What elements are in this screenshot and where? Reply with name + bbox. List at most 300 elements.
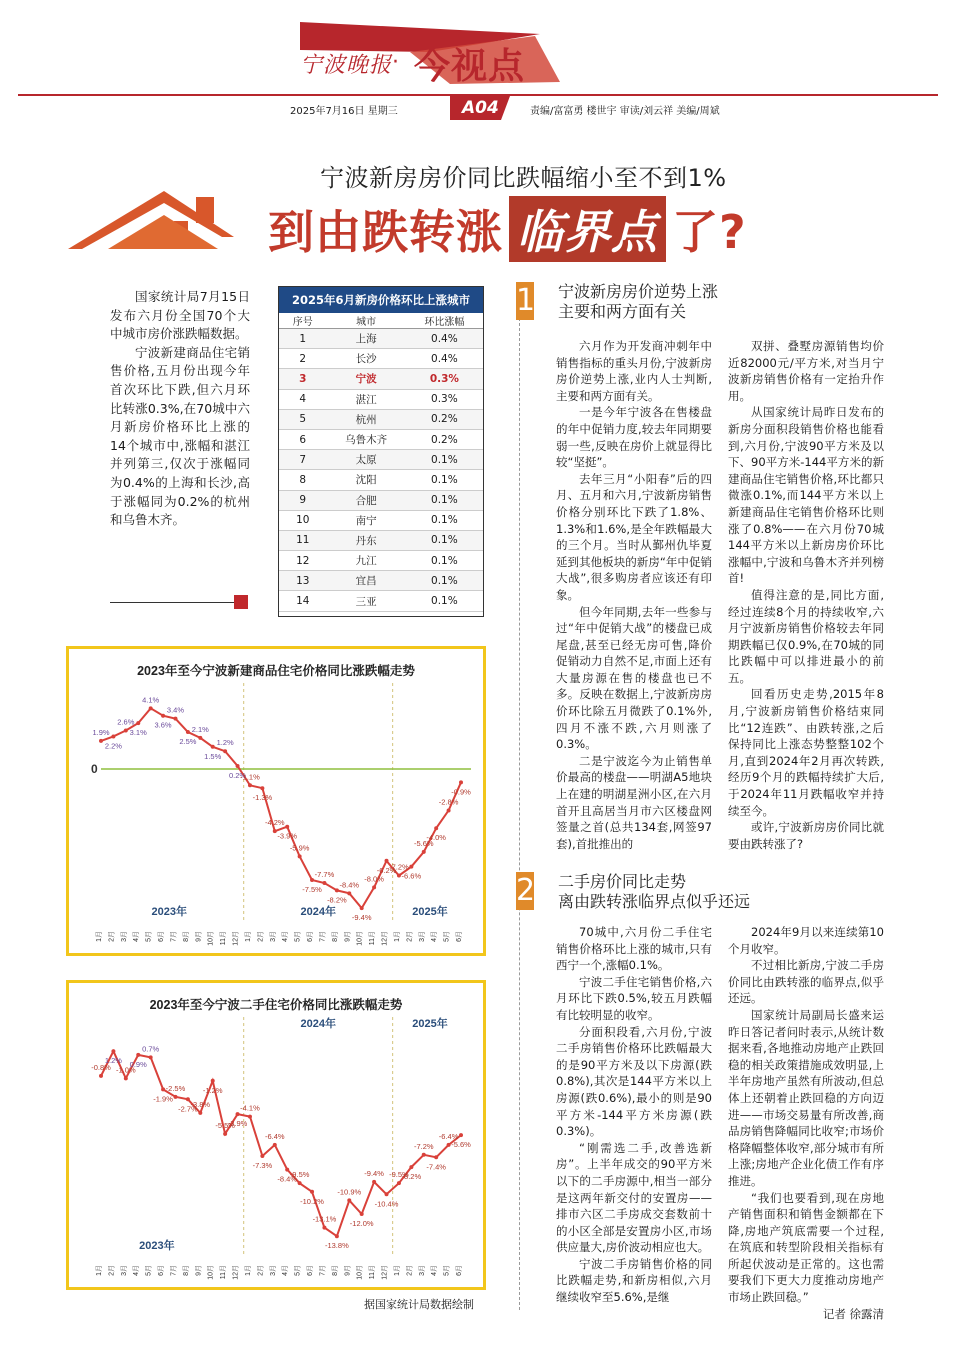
data-point [248, 1115, 252, 1119]
data-label: -5.5% [215, 1120, 235, 1130]
x-tick-label: 4月 [282, 931, 290, 942]
x-tick-label: 3月 [418, 931, 426, 942]
data-point [310, 878, 314, 882]
x-tick-label: 5月 [443, 931, 451, 942]
table-cell: 6 [299, 433, 307, 446]
x-tick-label: 2月 [257, 931, 265, 942]
data-point [397, 874, 401, 878]
table-cell: 0.4% [431, 332, 458, 345]
data-label: -1.1% [240, 772, 260, 782]
x-tick-label: 12月 [381, 931, 389, 946]
data-point [447, 808, 451, 812]
table-cell: 10 [296, 514, 310, 527]
x-tick-label: 3月 [120, 931, 128, 942]
data-label: -1.0% [116, 1065, 136, 1075]
data-label: -7.7% [314, 869, 335, 879]
data-label: -4.1% [240, 1103, 260, 1113]
headline-after: 了? [672, 205, 747, 259]
intro-paragraph: 国家统计局7月15日发布六月份全国70个大中城市房价涨跌幅数据。 [110, 289, 250, 342]
table-cell: 0.1% [431, 574, 458, 587]
x-tick-label: 6月 [307, 931, 315, 942]
data-point [161, 714, 165, 718]
paragraph: 或许,宁波新房房价同比就要由跌转涨了? [728, 820, 884, 851]
table-row [279, 531, 483, 551]
x-tick-label: 1月 [393, 1265, 401, 1276]
data-label: -0.9% [451, 787, 471, 797]
data-label: -2.8% [438, 797, 459, 807]
table-row [279, 329, 483, 349]
table-cell: 三亚 [355, 595, 377, 608]
data-point [360, 1212, 364, 1216]
table-cell: 九江 [355, 555, 377, 568]
table-cell: 0.2% [431, 413, 458, 426]
data-label: 3.6% [154, 720, 172, 730]
chart-second-hand-svg [69, 983, 483, 1287]
x-tick-label: 7月 [319, 1265, 327, 1276]
data-label: 1.2% [216, 738, 234, 748]
data-point [136, 721, 140, 725]
x-tick-label: 2月 [108, 1265, 116, 1276]
paragraph: 双拼、叠墅房源销售均价近82000元/平方米,对当月宁波新房销售价格有一定抬升作用。 [728, 339, 884, 403]
table-cell: 11 [296, 534, 310, 547]
x-tick-label: 5月 [145, 1265, 153, 1276]
data-point [385, 859, 389, 863]
x-tick-label: 5月 [145, 931, 153, 942]
intro-text [110, 288, 250, 530]
data-point [124, 729, 128, 733]
data-label: -0.8% [91, 1062, 111, 1072]
data-point [136, 1053, 140, 1057]
section-2-title [558, 872, 750, 912]
table-cell: 杭州 [355, 413, 377, 426]
x-tick-label: 5月 [294, 1265, 302, 1276]
x-tick-label: 4月 [431, 931, 439, 942]
data-point [99, 1074, 103, 1078]
data-point [360, 906, 364, 910]
table-cell: 上海 [355, 333, 377, 346]
table-cell: 5 [299, 413, 307, 426]
year-label: 2025年 [412, 906, 448, 918]
x-tick-label: 3月 [269, 1265, 277, 1276]
data-point [285, 825, 289, 829]
year-label: 2023年 [139, 1240, 175, 1252]
byline: 记者 徐露清 [822, 1306, 884, 1321]
data-point [434, 826, 438, 830]
data-point [397, 1181, 401, 1185]
paragraph: “刚需选二手,改善选新房”。上半年成交的90平方米以下的二手房源中,相当一部分是这两年新交付的安置房——排市六区二手房成交套数前十的小区全部是安置房小区,市场供应量大,房价波动相应也大。 [556, 1140, 712, 1255]
data-label: -8.2% [327, 895, 347, 905]
table-row [279, 491, 483, 511]
data-point [211, 745, 215, 749]
data-point [298, 1181, 302, 1185]
paragraph: 但今年同期,去年一些参与过“年中促销大战”的楼盘已成尾盘,甚至已经无房可售,降价促销动力自然不足,市面上还有大量房源在售的楼盘也已不多。反映在数据上,宁波新房房价环比除五月微跌了0.1%外,四月不涨不跌,六月则涨了0.3%。 [556, 604, 712, 752]
data-point [248, 783, 252, 787]
table-cell: 长沙 [355, 353, 377, 366]
section-1-title-line: 主要和两方面有关 [558, 302, 687, 321]
data-label: -7.3% [252, 1161, 273, 1171]
table-row [279, 571, 483, 591]
year-label: 2023年 [151, 906, 188, 918]
data-point [447, 1143, 451, 1147]
data-label: -10.2% [300, 1196, 324, 1206]
chart-new-house [66, 646, 486, 956]
x-tick-label: 10月 [356, 931, 364, 946]
x-tick-label: 6月 [456, 1265, 463, 1276]
data-label: -12.0% [349, 1219, 374, 1228]
data-label: 1.5% [204, 751, 222, 761]
data-label: -8.4% [339, 880, 360, 890]
paragraph: 去年三月“小阳春”后的四月、五月和六月,宁波新房销售价格分别环比下跌了1.8%、1.3%和1.6%,是全年跌幅最大的三个月。当时从鄞州仇毕夏延到其他板块的新房“年中促销大战”,很多购房者应该还有印象。 [556, 471, 712, 602]
table-cell: 沈阳 [355, 474, 377, 487]
table-cell: 12 [296, 554, 310, 567]
subtitle: 宁波新房房价同比跌幅缩小至不到1% [320, 164, 727, 192]
data-label: -4.2% [264, 818, 285, 828]
x-tick-label: 10月 [356, 1265, 364, 1280]
data-point [161, 1087, 165, 1091]
data-label: -7.2% [389, 862, 409, 872]
table-cell: 0.1% [431, 494, 458, 507]
year-label: 2025年 [412, 1018, 448, 1030]
x-tick-label: 1月 [244, 931, 252, 942]
data-label: -6.6% [401, 871, 422, 881]
x-tick-label: 4月 [133, 1265, 141, 1276]
intro-divider [110, 602, 234, 603]
x-tick-label: 1月 [244, 1265, 252, 1276]
paragraph: “我们也要看到,现在房地产销售面积和销售金额都在下降,房地产筑底需要一个过程,在筑底和转型阶段相关指标有所起伏波动是正常的。这也需要我们下更大力度推动房地产市场止跌回稳。” [728, 1190, 884, 1305]
chart-title: 2023年至今宁波二手住宅价格同比涨跌幅走势 [149, 998, 403, 1012]
x-tick-label: 8月 [331, 931, 339, 942]
table-row [279, 369, 483, 389]
data-point [223, 1132, 227, 1136]
paragraph: 70城中,六月份二手住宅销售价格环比上涨的城市,只有西宁一个,涨幅0.1%。 [556, 925, 712, 973]
x-tick-label: 9月 [344, 1265, 352, 1276]
x-tick-label: 11月 [369, 931, 377, 946]
data-point [335, 1234, 339, 1238]
table-row [279, 511, 483, 531]
table-cell: 0.1% [431, 453, 458, 466]
house-roof-icon [68, 185, 258, 251]
data-label: -2.7% [178, 1104, 198, 1114]
data-label: 2.5% [179, 737, 197, 746]
data-point [409, 1165, 413, 1169]
paragraph: 宁波二手住宅销售价格,六月环比下跌0.5%,较五月跌幅有比较明显的收窄。 [556, 974, 712, 1022]
table-header-cell: 序号 [292, 317, 313, 328]
data-point [186, 730, 190, 734]
section-1-column-b [728, 338, 884, 852]
x-tick-label: 6月 [158, 1265, 166, 1276]
data-point [236, 764, 240, 768]
x-tick-label: 8月 [182, 931, 190, 942]
table-cell: 宜昌 [355, 575, 377, 588]
x-tick-label: 2月 [108, 931, 116, 942]
x-tick-label: 8月 [331, 1265, 339, 1276]
x-tick-label: 6月 [456, 931, 463, 942]
table-row [279, 470, 483, 490]
table-cell: 合肥 [355, 494, 377, 507]
data-label: -3.9% [277, 831, 298, 841]
data-point [322, 881, 326, 885]
section-1-title [558, 282, 718, 322]
table-cell: 9 [299, 494, 307, 507]
data-point [173, 717, 177, 721]
data-label: 0.7% [142, 1044, 160, 1054]
x-tick-label: 1月 [96, 931, 103, 942]
section-2-title-line: 离由跌转涨临界点似乎还远 [558, 892, 751, 911]
x-tick-label: 5月 [443, 1265, 451, 1276]
table-row [279, 390, 483, 410]
x-tick-label: 3月 [269, 931, 277, 942]
issue-date: 2025年7月16日 星期三 [290, 106, 398, 117]
table-row [279, 430, 483, 450]
data-label: -6.4% [264, 1131, 285, 1141]
section-name: 今视点 [414, 46, 526, 87]
data-point [124, 1076, 128, 1080]
data-label: -1.2% [202, 1085, 223, 1095]
x-tick-label: 3月 [418, 1265, 426, 1276]
data-label: -13.1% [312, 1214, 337, 1224]
data-point [149, 1055, 153, 1059]
x-tick-label: 2月 [257, 1265, 265, 1276]
intro-end-mark [234, 595, 248, 609]
paragraph: 回看历史走势,2015年8月,宁波新房销售价格结束同比“12连跌”、由跌转涨,之后保持同比上涨态势整整102个月,直到2024年2月再次转跌,经历9个月的跌幅持续扩大后,于2024年11月跌幅收窄并持续至今。 [728, 687, 884, 818]
data-point [99, 739, 103, 743]
data-point [409, 865, 413, 869]
table-cell: 0.4% [431, 352, 458, 365]
x-tick-label: 1月 [96, 1265, 103, 1276]
data-point [223, 749, 227, 753]
intro-paragraph: 宁波新建商品住宅销售价格,五月份出现今年首次环比下跌,但六月环比转涨0.3%,在70城中六月新房价格环比上涨的14个城市中,涨幅和湛江并列第三,仅次于涨幅同为0.4%的上海和长沙,高于涨幅同为0.2%的杭州和乌鲁木齐。 [110, 344, 250, 528]
table-row [279, 551, 483, 571]
x-tick-label: 12月 [381, 1265, 389, 1280]
paragraph: 不过相比新房,宁波二手房价同比由跌转涨的临界点,似乎还远。 [728, 958, 884, 1006]
data-label: 2.2% [104, 741, 122, 751]
x-tick-label: 6月 [307, 1265, 315, 1276]
table-header [279, 313, 483, 329]
data-label: 0.9% [129, 1059, 147, 1069]
paragraph: 国家统计局副局长盛来运昨日答记者问时表示,从统计数据来看,各地推动房地产止跌回稳的相关政策措施成效明显,上半年房地产虽然有所波动,但总体上还朝着止跌回稳的方向迈进——市场交易量有所改善,商品房销售降幅同比收窄;市场价格降幅整体收窄,部分城市有所上涨;房地产企业化债工作有序推进。 [728, 1007, 884, 1188]
data-label: 3.1% [129, 728, 147, 738]
data-label: -9.5% [289, 1170, 310, 1180]
series-line [101, 1051, 461, 1236]
table-row [279, 410, 483, 430]
x-tick-label: 12月 [232, 1265, 240, 1280]
data-point [347, 891, 351, 895]
data-point [198, 1111, 202, 1115]
table-cell: 2 [299, 352, 307, 365]
table-cell: 8 [299, 473, 307, 486]
x-tick-label: 11月 [220, 931, 228, 946]
data-point [273, 1143, 277, 1147]
data-label: -9.4% [364, 1168, 384, 1178]
data-point [385, 1192, 389, 1196]
page-number: A04 [462, 98, 499, 118]
data-point [322, 1226, 326, 1230]
x-tick-label: 4月 [282, 1265, 290, 1276]
data-label: -1.3% [252, 793, 273, 803]
data-label: -10.4% [374, 1199, 399, 1209]
x-tick-label: 11月 [369, 1265, 377, 1280]
year-label: 2024年 [300, 906, 336, 918]
data-point [372, 885, 376, 889]
x-tick-label: 9月 [195, 931, 203, 942]
data-label: -6.2% [376, 865, 397, 875]
chart-new-house-svg [69, 649, 483, 953]
data-label: -9.4% [351, 913, 372, 923]
masthead-dot: · [392, 50, 399, 75]
paper-name: 宁波晚报 [300, 53, 393, 78]
paragraph: 宁波二手房销售价格的同比跌幅走势,和新房相似,六月继续收窄至5.6%,是继 [556, 1256, 712, 1305]
x-tick-label: 2月 [406, 1265, 414, 1276]
data-point [434, 1155, 438, 1159]
table-cell: 3 [299, 372, 307, 385]
x-tick-label: 5月 [294, 931, 302, 942]
data-label: -8.0% [364, 874, 384, 884]
data-point [211, 1079, 215, 1083]
masthead-rule [18, 94, 938, 96]
section-1-title-line: 宁波新房房价逆势上涨 [558, 282, 719, 301]
table-row [279, 591, 483, 611]
data-point [111, 1049, 115, 1053]
x-tick-label: 7月 [170, 1265, 178, 1276]
source-note: 据国家统计局数据绘制 [364, 1298, 474, 1311]
table-cell: 0.1% [431, 554, 458, 567]
data-point [285, 1168, 289, 1172]
data-label: -7.4% [426, 1162, 446, 1172]
data-label: -13.8% [324, 1241, 349, 1251]
table-cell: 0.2% [431, 433, 458, 446]
data-point [422, 850, 426, 854]
data-point [173, 1095, 177, 1099]
data-label: -3.9% [227, 1119, 248, 1129]
table-cell: 4 [299, 393, 307, 406]
data-label: -3.8% [190, 1099, 211, 1109]
chart-title: 2023年至今宁波新建商品住宅价格同比涨跌幅走势 [137, 664, 415, 678]
data-label: 2.6% [117, 717, 135, 727]
table-cell: 太原 [355, 454, 377, 467]
data-label: -4.0% [426, 833, 446, 843]
x-tick-label: 1月 [393, 931, 401, 942]
paragraph: 从国家统计局昨日发布的新房分面积段销售价格也能看到,六月份,宁波90平方米及以下、90平方米-144平方米的新建商品住宅销售价格,环比都只微涨0.1%,而144平方米以上新建商品住宅销售价格环比则涨了0.8%——在六月份70城144平方米以上新房房价环比涨幅中,宁波和乌鲁木齐并列榜首! [728, 405, 884, 586]
data-label: 1.2% [104, 1056, 122, 1066]
table-cell: 14 [296, 595, 310, 608]
table-cell: 0.3% [429, 372, 459, 385]
data-label: -8.2% [401, 1172, 422, 1182]
data-point [347, 1198, 351, 1202]
year-label: 2024年 [300, 1018, 336, 1030]
paragraph: 分面积段看,六月份,宁波二手房销售价格环比跌幅最大的是90平方米及以下房源(跌0.8%),其次是144平方米以上房源(跌0.6%),最小的则是90平方米-144平方米房源(跌0.3%)。 [556, 1024, 712, 1139]
headline-before: 到由跌转涨 [268, 205, 503, 259]
x-tick-label: 4月 [431, 1265, 439, 1276]
x-tick-label: 10月 [207, 931, 215, 946]
data-label: -10.9% [337, 1187, 362, 1197]
table-body [279, 329, 483, 612]
table-cell: 0.1% [431, 473, 458, 486]
x-tick-label: 11月 [220, 1265, 228, 1280]
data-label: 0.2% [228, 771, 247, 781]
paragraph: 六月作为开发商冲刺年中销售指标的重头月份,宁波新房房价逆势上涨,业内人士判断,主要和两方面有关。 [556, 339, 712, 403]
data-label: 4.1% [142, 695, 160, 705]
table-row [279, 450, 483, 470]
data-point [149, 706, 153, 710]
column-divider [519, 288, 520, 1310]
x-tick-label: 7月 [319, 931, 327, 942]
section-2-column-b [728, 924, 884, 1322]
data-label: -5.9% [289, 843, 310, 853]
table-cell: 0.1% [431, 534, 458, 547]
data-point [236, 1112, 240, 1116]
paragraph: 2024年9月以来连续第10个月收窄。 [728, 925, 884, 956]
data-point [310, 1190, 314, 1194]
table-cell: 湛江 [355, 393, 377, 406]
data-point [186, 1097, 190, 1101]
table-title: 2025年6月新房价格环比上涨城市 [279, 287, 483, 313]
city-rank-table [278, 286, 484, 617]
table-cell: 1 [299, 332, 307, 345]
data-point [273, 829, 277, 833]
x-tick-label: 4月 [133, 931, 141, 942]
data-label: -7.5% [302, 885, 322, 894]
paragraph: 一是今年宁波各在售楼盘的年中促销力度,较去年同期要弱一些,反映在房价上就显得比较“坚挺”。 [556, 405, 712, 470]
data-point [111, 734, 115, 738]
data-point [260, 1154, 264, 1158]
data-point [459, 780, 463, 784]
x-tick-label: 3月 [120, 1265, 128, 1276]
data-label: -6.4% [438, 1131, 459, 1141]
data-label: -7.2% [413, 1141, 434, 1151]
headline-highlight: 临界点 [509, 196, 666, 262]
table-header-cell: 城市 [356, 317, 377, 328]
data-point [335, 888, 339, 892]
zero-label: 0 [91, 762, 98, 776]
data-point [298, 854, 302, 858]
data-label: -1.9% [153, 1094, 173, 1104]
data-point [260, 786, 264, 790]
chart-second-hand [66, 980, 486, 1290]
x-tick-label: 6月 [158, 931, 166, 942]
data-label: 1.9% [92, 727, 110, 737]
data-label: -5.6% [451, 1140, 471, 1150]
x-tick-label: 12月 [232, 931, 240, 946]
section-2-title-line: 二手房价同比走势 [558, 872, 687, 891]
editor-credits: 责编/富富勇 楼世宇 审读/刘云祥 美编/周斌 [530, 106, 720, 117]
data-label: 2.1% [191, 724, 209, 734]
data-label: -2.5% [165, 1083, 186, 1093]
data-point [459, 1133, 463, 1137]
data-label: -5.6% [413, 838, 434, 848]
paragraph: 值得注意的是,同比方面,经过连续8个月的持续收窄,六月宁波新房销售价格较去年同期跌幅已仅0.9%,在70城的同比跌幅中可以排进最小的前五。 [728, 587, 884, 685]
x-tick-label: 9月 [344, 931, 352, 942]
x-tick-label: 9月 [195, 1265, 203, 1276]
table-cell: 乌鲁木齐 [345, 434, 388, 447]
table-cell: 0.1% [431, 514, 458, 527]
table-cell: 0.1% [431, 595, 458, 608]
data-point [372, 1180, 376, 1184]
paragraph: 二是宁波迄今为止销售单价最高的楼盘——明湖A5地块上在建的明湖星洲小区,在六月首开且高居当月市六区楼盘网签量之首(总共134套,网签97套),首批推出的 [556, 753, 712, 851]
data-point [198, 736, 202, 740]
table-cell: 0.3% [431, 393, 458, 406]
data-point [422, 1153, 426, 1157]
table-cell: 7 [299, 453, 307, 466]
section-1-column-a [556, 338, 712, 852]
data-label: -9.5% [389, 1170, 409, 1180]
section-1-number: 1 [516, 283, 536, 318]
x-tick-label: 8月 [182, 1265, 190, 1276]
table-cell: 丹东 [355, 534, 377, 547]
data-label: -8.4% [277, 1174, 298, 1184]
x-tick-label: 2月 [406, 931, 414, 942]
section-2-column-a [556, 924, 712, 1306]
table-cell: 13 [296, 574, 310, 587]
